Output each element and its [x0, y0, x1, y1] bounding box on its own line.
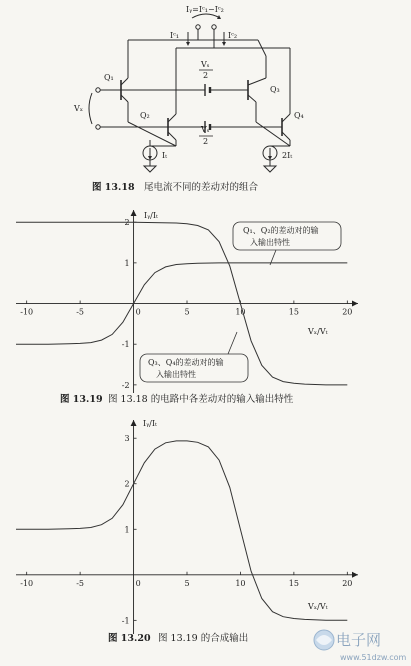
fig19-ytick-label: -1 — [121, 340, 130, 350]
fig20-origin-label: 0 — [135, 578, 141, 588]
fig19-caption-number: 图 13.19 — [60, 394, 103, 405]
fig19-ytick-label: 2 — [124, 218, 130, 228]
fig20-x-axis-arrow — [352, 572, 358, 578]
output-terminal-left — [196, 25, 200, 29]
fig20-xtick-label: 20 — [342, 578, 353, 588]
label-iy: Iᵧ=Iᶜ₁−Iᶜ₂ — [186, 5, 224, 14]
fig18-caption-text: 尾电流不同的差动对的组合 — [144, 182, 259, 193]
note1-line2: 入输出特性 — [250, 238, 290, 247]
output-current-arrow — [192, 14, 220, 18]
label-vs-bot-num: Vₛ — [201, 125, 210, 134]
watermark-text: 电子网 — [336, 631, 382, 649]
fig19-ytick-label: -2 — [121, 380, 130, 390]
fig20-ytick-label: 3 — [124, 434, 130, 444]
fig19-xtick-label: 15 — [288, 307, 299, 317]
note2-line2: 入输出特性 — [156, 370, 196, 379]
input-terminal-top — [96, 88, 100, 92]
fig19-ytick-label: 1 — [124, 258, 130, 268]
fig19-ylabel: Iᵧ/Iₜ — [144, 211, 158, 220]
fig20-caption-number: 图 13.20 — [108, 633, 151, 644]
label-vs-top-num: Vₛ — [201, 60, 210, 69]
label-it: Iₜ — [162, 151, 168, 160]
fig20-xlabel: Vₓ/Vₜ — [308, 602, 328, 611]
note1-line1: Q₁、Q₂的差动对的输 — [243, 226, 319, 235]
fig19-x-axis-arrow — [352, 301, 358, 307]
fig19-xtick-label: -10 — [20, 307, 34, 317]
fig20-series-line-1 — [16, 441, 347, 620]
fig20-ytick-label: -1 — [121, 616, 130, 626]
fig18-caption-number: 图 13.18 — [92, 182, 135, 193]
ground-symbol-left — [144, 166, 156, 172]
note2-line1: Q₃、Q₄的差动对的输 — [148, 358, 224, 367]
label-q1: Q₁ — [104, 73, 114, 82]
label-vx: Vₓ — [74, 104, 84, 113]
fig20-xtick-label: -10 — [20, 578, 34, 588]
fig19-xtick-label: 5 — [184, 307, 190, 317]
label-vs-bot-den: 2 — [203, 137, 209, 146]
note2-leader — [228, 332, 237, 354]
fig19-xlabel: Vₓ/Vₜ — [308, 327, 328, 336]
ground-symbol-right — [264, 166, 276, 172]
label-q3: Q₃ — [270, 85, 280, 94]
fig20-ylabel: Iᵧ/Iₜ — [143, 419, 157, 428]
fig20-xtick-label: 5 — [184, 578, 190, 588]
label-2it: 2Iₜ — [282, 151, 293, 160]
watermark-logo — [314, 630, 407, 662]
fig20-caption-text: 图 13.19 的合成输出 — [158, 633, 249, 644]
fig19-caption-text: 图 13.18 的电路中各差动对的输入输出特性 — [108, 394, 294, 405]
fig19-xtick-label: -5 — [76, 307, 85, 317]
fig20-ytick-label: 2 — [124, 479, 130, 489]
fig20-xtick-label: 15 — [288, 578, 299, 588]
label-q4: Q₄ — [294, 111, 304, 120]
fig20-xtick-label: 10 — [235, 578, 246, 588]
fig19-origin-label: 0 — [135, 307, 141, 317]
fig20-y-axis-arrow — [131, 420, 137, 426]
fig20-xtick-label: -5 — [76, 578, 85, 588]
fig19-y-axis-arrow — [131, 210, 137, 216]
chart-13-20 — [16, 420, 358, 634]
label-q2: Q₂ — [140, 111, 150, 120]
fig20-ytick-label: 1 — [124, 525, 130, 535]
output-terminal-right — [212, 25, 216, 29]
input-terminal-bottom — [96, 125, 100, 129]
watermark-url: www.51dzw.com — [340, 653, 407, 662]
fig19-xtick-label: 20 — [342, 307, 353, 317]
fig19-xtick-label: 10 — [235, 307, 246, 317]
label-vs-top-den: 2 — [203, 71, 209, 80]
label-ic2: Iᶜ₂ — [228, 31, 238, 40]
circuit-diagram — [89, 14, 293, 172]
label-ic1: Iᶜ₁ — [170, 31, 180, 40]
